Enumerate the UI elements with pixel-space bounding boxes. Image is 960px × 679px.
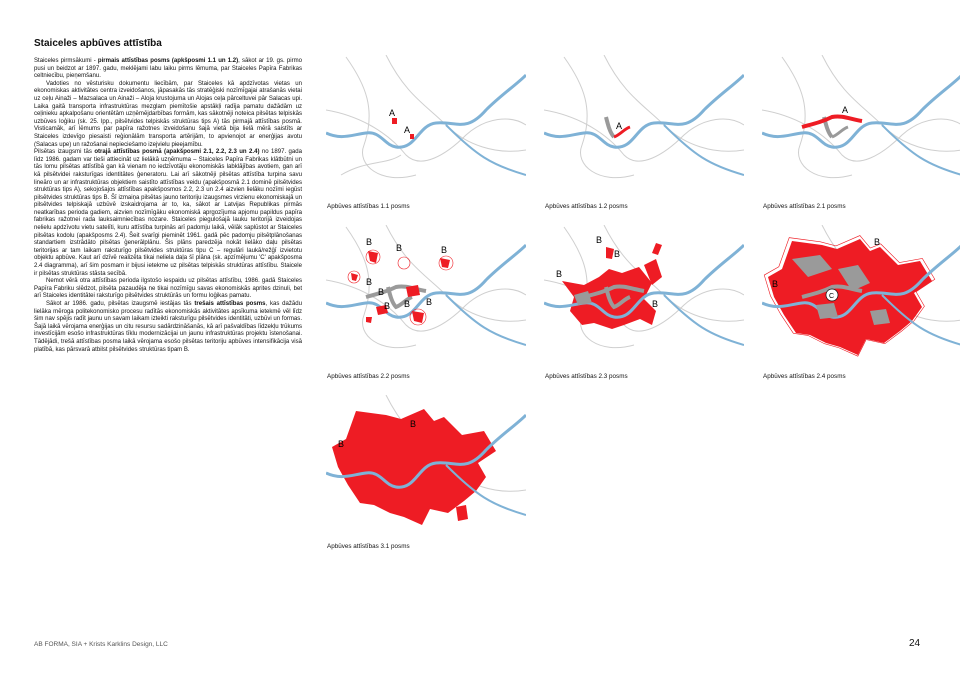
paragraph xyxy=(34,278,302,301)
map-label: C xyxy=(829,293,835,300)
map-caption: Apbūves attīstības 2.4 posms xyxy=(763,373,846,380)
map-label: B xyxy=(410,419,417,429)
map-stage-2-3 xyxy=(544,225,744,370)
map-label: A xyxy=(616,121,623,131)
paragraph xyxy=(34,81,302,149)
map-label: B xyxy=(338,439,345,449)
map-stage-2-1 xyxy=(762,55,960,200)
map-label: B xyxy=(772,279,779,289)
page-title: Staiceles apbūves attīstība xyxy=(34,38,162,49)
paragraph xyxy=(34,149,302,278)
paragraph-segment: , kas dažādu lielāka mēroga politekonomisko procesu radītās ekonomiskās aktivitātes apsīkuma ietekmē vēl līdz šim nav spējis radīt jaunu un savam laikam izteikti raksturīgu pilsētvides identitāti, uzbūvi un formas. Šajā laikā vērojama enerģijas un citu resursu sadārdzināšanās, kā arī pašvaldības līdzekļu trūkums investīcijām esošo infrastruktūras tīklu modernizācijai un jaunu infrastruktūras projektu īstenošanai. Tādējādi, trešā attīstības posma laikā vērojama esošo pilsētas teritoriju apbūves intensifikācija visā platībā, kas pārsvarā atbilst pilsētvides struktūras tipam B. xyxy=(34,301,302,353)
map-label: B xyxy=(652,299,659,309)
map-caption: Apbūves attīstības 2.2 posms xyxy=(327,373,410,380)
map-stage-3-1 xyxy=(326,395,526,540)
map-label: B xyxy=(366,237,373,247)
paragraph-segment: Pilsētas izaugsmi tās xyxy=(34,149,95,156)
map-caption: Apbūves attīstības 2.3 posms xyxy=(545,373,628,380)
paragraph xyxy=(34,58,302,81)
map-label: B xyxy=(378,287,385,297)
map-stage-1-2 xyxy=(544,55,744,200)
map-caption: Apbūves attīstības 2.1 posms xyxy=(763,203,846,210)
map-label: B xyxy=(366,277,373,287)
paragraph-segment: no 1897. gada līdz 1986. gadam var tieši attiecināt uz lielākā uzņēmuma – Staiceles Papīra Fabrikas klātbūtni un tās lomu pilsētas attīstībā gan kā vienam no iedzīvotāju ekonomiskās labklājības avotiem, gan arī kā pilsētvidei raksturīgas identitātes ģeneratoru. Lai arī sākotnēji pilsētas attīstība turpina savu lineāro un ar infrastruktūras objektiem saistīto attīstības veidu (apakšposmā 2.1 dominē pilsētvides struktūras tips A), sekojošajos attīstības apakšposmos 2.2, 2.3 un 2.4 aizvien lielāku nozīmi iegūst pilsētvides struktūras tips B. Šī izmaiņa pilsētas jauno teritoriju izaugsmes virzienu ekonomiskajā un pilsētvides telpiskajā uzbūvē izskaidrojama ar to, ka, sākot ar Latvijas Republikas pirmās neatkarības perioda gadiem, aizvien nozīmīgāku ekonomiskā aprgozījuma apjomu papildus papīra fabrikas ražotnei rada lauksaimniecības nozare. Staiceles piegulošajā lauku teritorijā izveidojas nelielu apdzīvotu vietu satelīti, kuru attīstība turpinās arī padomju laikā, vēlāk saplūstot ar Staiceles pilsētas kodolu (apakšposms 2.4). Šeit svarīgi pieminēt 1961. gadā pēc padomju pilsētplānošanas standartiem izstrādāto pilsētas ģenerālplānu. Šis plāns paredzēja nokāt lielāko daļu pilsētas teritorijas ar tam laikam raksturīgo pilsētvides struktūras tipu C – regulāri laukā/režģī izvietotu objektu apbūve. Kaut arī dzīvē realizēta tikai neliela daļa šī plāna (sk. apzīmējumu 'C' apakšposma 2.4 diagramma), arī šim posmam ir bijusi ietekme uz pilsētas telpiskās struktūras attīstību. Staicele ir pilsētas struktūras stāsta secībā. xyxy=(34,149,303,277)
map-caption: Apbūves attīstības 1.1 posms xyxy=(327,203,410,210)
paragraph-segment: , sākot ar 19. gs. pirmo pusi un beidzot ar 1897. gadu, meklējami labu laiku pirms lēmuma, par Staiceles Papīra Fabrikas celtniecību, pieņemšanu. xyxy=(34,58,302,80)
map-label: B xyxy=(404,299,411,309)
map-stage-2-4 xyxy=(762,225,960,370)
map-caption: Apbūves attīstības 3.1 posms xyxy=(327,543,410,550)
map-stage-2-2 xyxy=(326,225,526,370)
map-label: B xyxy=(874,237,881,247)
paragraph-segment: Vadoties no vēsturisku dokumentu liecībām, par Staiceles kā apdzīvotas vietas un ekonomiskas aktivitātes centra izveidošanos, jāpasakās tās stratēģiski nozīmīgajai atrašanās vietai uz ceļu Ainaži – Mazsalaca un Ainaži – Aloja krustojuma un Alojas ceļa pārceltuvei pār Salacas upi. Laika gaitā transporta infrastruktūras mezglam piemītošie apstākļi radīja pamatu dažādām uz ceļinieku apkalpošanu orientētām uzņēmējdarbības formām, kas sākotnēji noteica pilsētas telpiskās uzbūves loģiku (sk. 25. lpp., pilsētvides telpiskās struktūras tips A) tās pirmajā attīstības posmā. Visticamāk, arī lēmums par papīra ražotnes izveidošanu šajā vietā bija lielā mērā saistīts ar Staiceles izdevīgo piesaisti reģionālām transporta artērijām, to apvienojot ar enerģijas avotu (Salacas upe) un ražošanai nepieciešamo izejvielu pieejamību. xyxy=(34,80,302,148)
paragraph-segment: Sākot ar 1986. gadu, pilsētas izaugsmē iestājas tās xyxy=(46,301,195,307)
paragraph-segment: pirmais attīstības posms (apkšposmi 1.1 un 1.2) xyxy=(97,58,239,64)
paragraph-segment: Staiceles pirmsākumi - xyxy=(34,58,98,64)
map-label: B xyxy=(426,297,433,307)
map-label: B xyxy=(384,301,391,311)
paragraph xyxy=(34,301,302,354)
map-label: A xyxy=(842,105,849,115)
map-label: B xyxy=(596,235,603,245)
page-number: 24 xyxy=(909,638,921,649)
paragraph-segment: trešais attīstības posms xyxy=(194,301,266,307)
map-label: A xyxy=(389,108,396,118)
paragraph-segment: Nemot vērā otra attīstības perioda ilgstošo iespaidu uz pilsētas attīstību, 1986. gadā Staiceles Papīra Fabriku slēdzot, pilsēta pazaudēja ne tikai nozīmīgu savas ekonomiskās aprites dzinuli, bet arī Staiceles identitātei raksturīgo pilsētvides struktūrās un formu loģikas pamatu. xyxy=(34,278,302,300)
map-label: A xyxy=(404,125,411,135)
map-label: B xyxy=(556,269,563,279)
map-stage-1-1 xyxy=(326,55,526,200)
map-label: B xyxy=(396,243,403,253)
map-label: B xyxy=(441,245,448,255)
footer-credit: AB FORMA, SIA + Krists Karklins Design, LLC xyxy=(34,641,168,648)
body-text xyxy=(34,58,302,354)
map-caption: Apbūves attīstības 1.2 posms xyxy=(545,203,628,210)
paragraph-segment: otrajā attīstības posmā (apakšposmi 2.1, 2.2, 2.3 un 2.4) xyxy=(94,149,260,156)
map-label: B xyxy=(614,249,621,259)
